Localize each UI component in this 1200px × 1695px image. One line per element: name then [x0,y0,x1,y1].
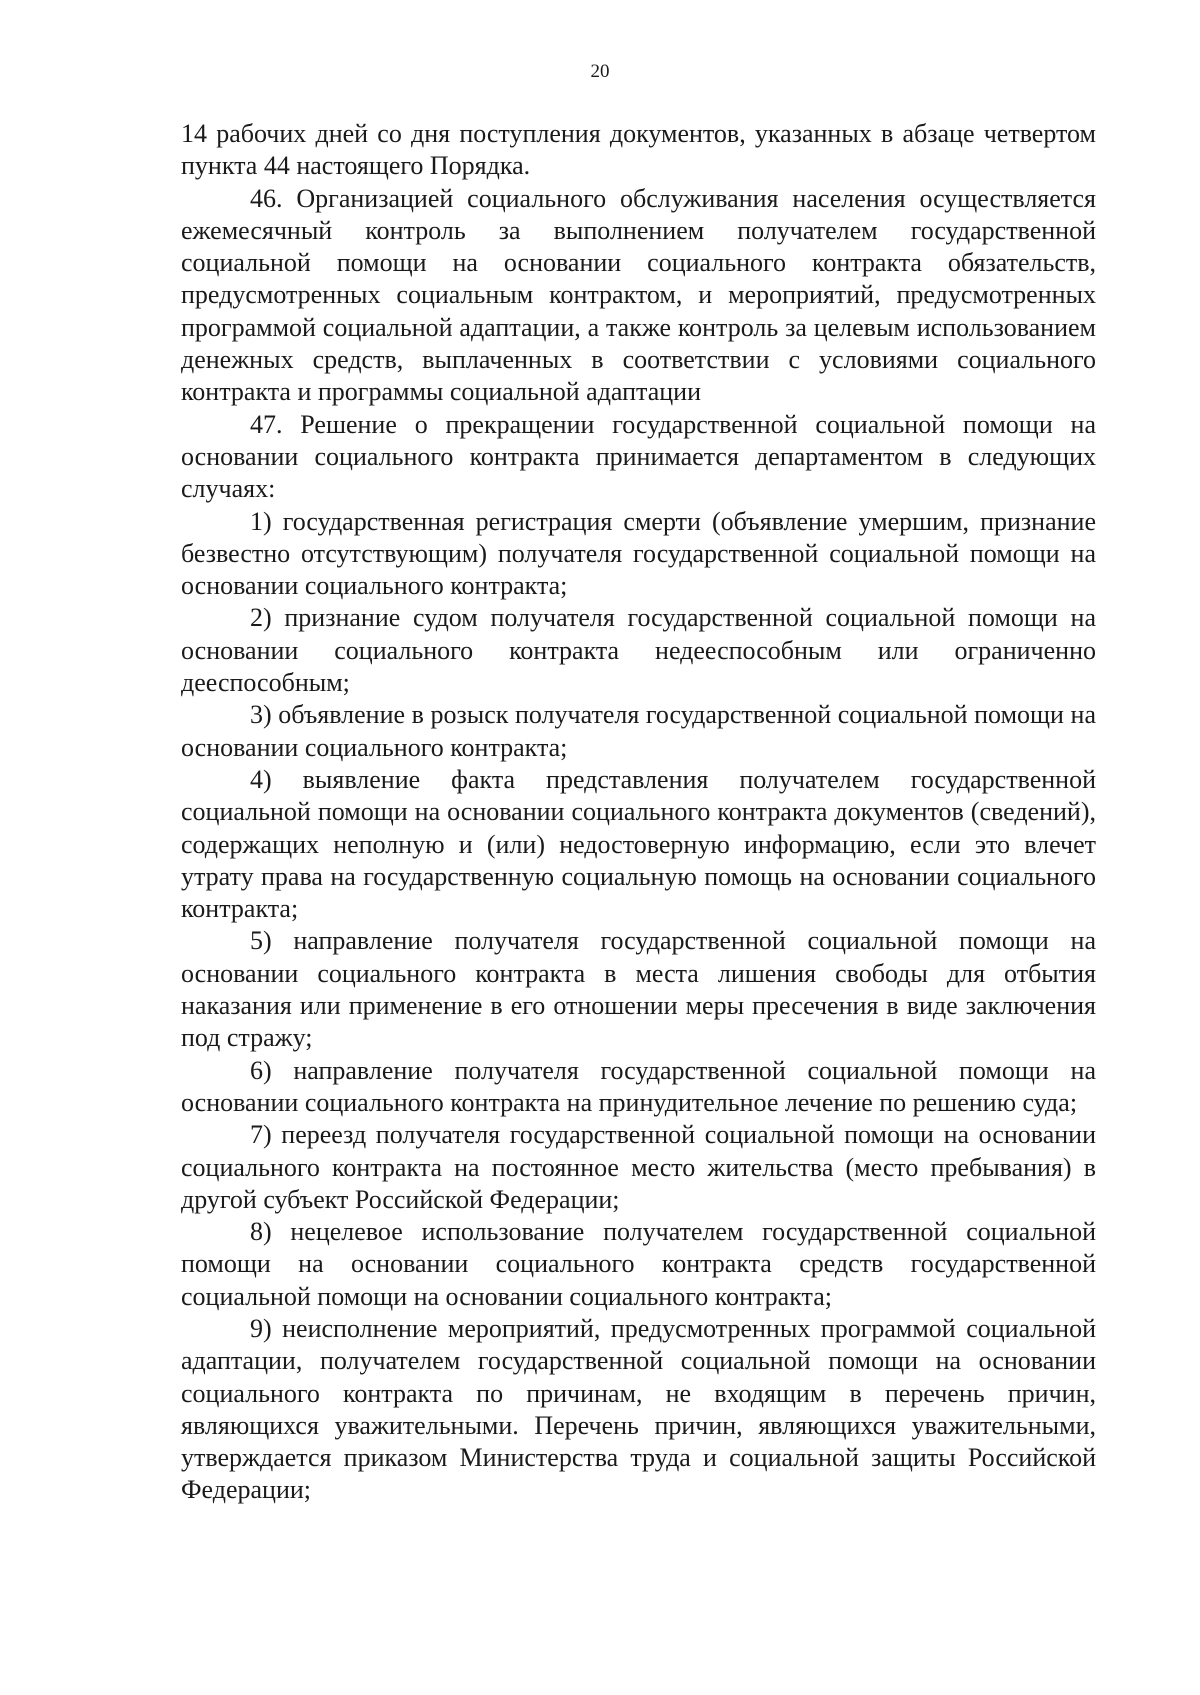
paragraph-item-47: 47. Решение о прекращении государственной социальной помощи на основании социального контракта принимается департаментом в следующих случаях: [181,409,1096,504]
list-item-4: 4) выявление факта представления получателем государственной социальной помощи на основании социального контракта документов (сведений), содержащих неполную и (или) недостоверную информацию, если это влечет утрату права на государственную социальную помощь на основании социального контракта; [181,764,1096,924]
list-item-3: 3) объявление в розыск получателя государственной социальной помощи на основании социального контракта; [181,700,1096,762]
paragraph-item-46: 46. Организацией социального обслуживания населения осуществляется ежемесячный контроль за выполнением получателем государственной социальной помощи на основании социального контракта обязательств, предусмотренных социальным контрактом, и мероприятий, предусмотренных программой социальной адаптации, а также контроль за целевым использованием денежных средств, выплаченных в соответствии с условиями социального контракта и программы социальной адаптации [181,183,1096,407]
list-item-1: 1) государственная регистрация смерти (объявление умершим, признание безвестно отсутствующим) получателя государственной социальной помощи на основании социального контракта; [181,506,1096,601]
paragraph-continuation: 14 рабочих дней со дня поступления документов, указанных в абзаце четвертом пункта 44 настоящего Порядка. [181,119,1096,181]
list-item-9: 9) неисполнение мероприятий, предусмотренных программой социальной адаптации, получателем государственной социальной помощи на основании социального контракта по причинам, не входящим в перечень причин, являющихся уважительными. Перечень причин, являющихся уважительными, утверждается приказом Министерства труда и социальной защиты Российской Федерации; [181,1313,1096,1505]
list-item-7: 7) переезд получателя государственной социальной помощи на основании социального контракта на постоянное место жительства (место пребывания) в другой субъект Российской Федерации; [181,1120,1096,1214]
page-number: 20 [590,61,610,82]
list-item-2: 2) признание судом получателя государственной социальной помощи на основании социального контракта недееспособным или ограниченно дееспособным; [181,603,1096,698]
document-body [181,118,1096,1507]
list-item-6: 6) направление получателя государственной социальной помощи на основании социального контракта на принудительное лечение по решению суда; [181,1055,1096,1117]
list-item-8: 8) нецелевое использование получателем государственной социальной помощи на основании социального контракта средств государственной социальной помощи на основании социального контракта; [181,1217,1096,1311]
list-item-5: 5) направление получателя государственной социальной помощи на основании социального контракта в места лишения свободы для отбытия наказания или применение в его отношении меры пресечения в виде заключения под стражу; [181,926,1096,1053]
